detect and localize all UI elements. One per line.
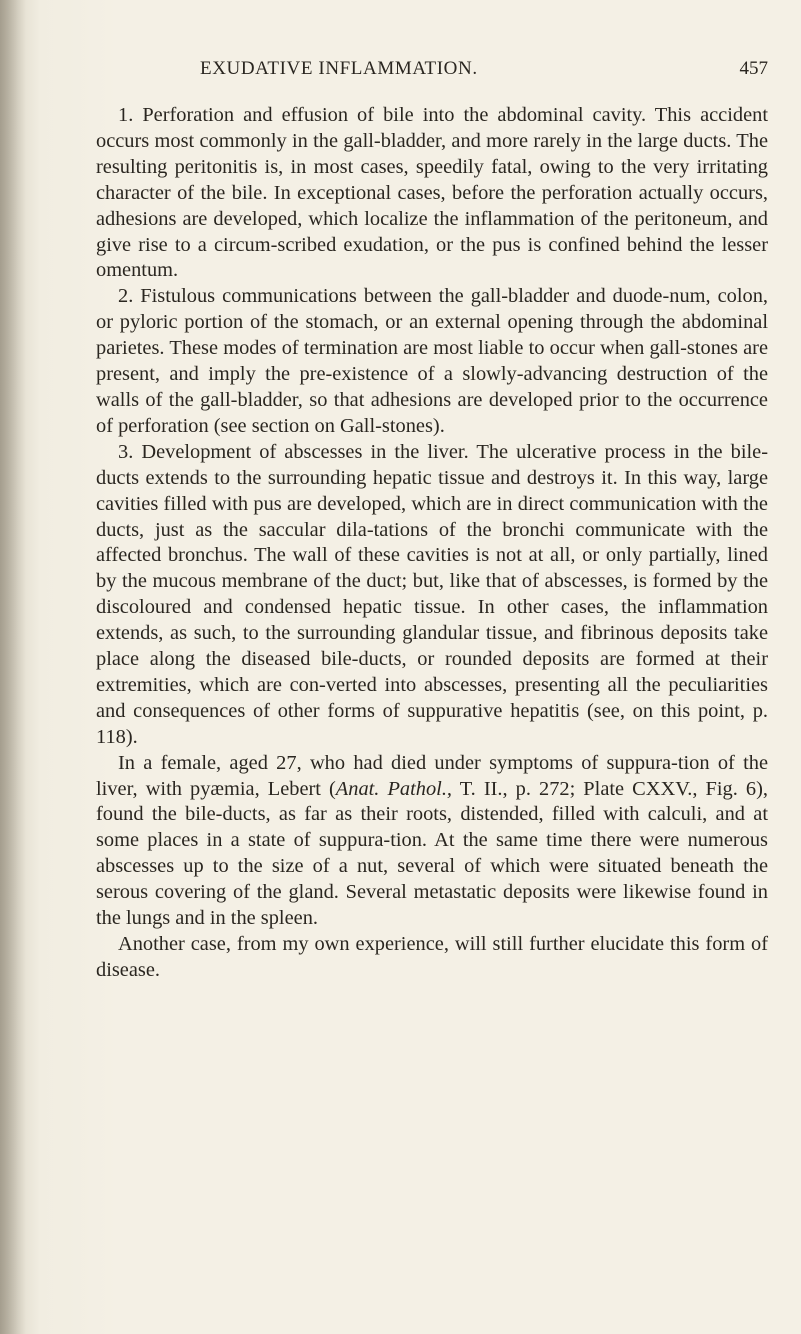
paragraph-perforation: 1. Perforation and effusion of bile into the abdominal cavity. This accident occurs most commonly in the gall-bladder, and more rarely in the large ducts. The resulting peritonitis is, in most cases, speedily fatal, owing to the very irritating character of the bile. In exceptional cases, before the perforation actually occurs, adhesions are developed, which localize the inflammation of the peritoneum, and give rise to a circum-scribed exudation, or the pus is confined behind the lesser omentum. bbox=[96, 104, 768, 282]
case-text-after: T. II., p. 272; Plate CXXV., Fig. 6), found the bile-ducts, as far as their roots, distended, filled with calculi, and at some places in a state of suppura-tion. At the same time there were numerous abscesses up to the size of a nut, several of which were situated beneath the serous covering of the gland. Several metastatic deposits were likewise found in the lungs and in the spleen. bbox=[96, 777, 768, 930]
page-number: 457 bbox=[739, 58, 768, 79]
running-title: EXUDATIVE INFLAMMATION. bbox=[200, 58, 478, 79]
case-text-before: In a female, aged 27, who had died under symptoms of suppura-tion of the liver, with pyæmia, Lebert ( bbox=[96, 751, 768, 800]
paragraph-liver-abscesses: 3. Development of abscesses in the liver. The ulcerative process in the bile-ducts extends to the surrounding hepatic tissue and destroys it. In this way, large cavities filled with pus are developed, which are in direct communication with the ducts, just as the saccular dila-tations of the bronchi communicate with the affected bronchus. The wall of these cavities is not at all, or only partially, lined by the mucous membrane of the duct; but, like that of abscesses, is formed by the discoloured and condensed hepatic tissue. In other cases, the inflammation extends, as such, to the surrounding glandular tissue, and fibrinous deposits take place along the diseased bile-ducts, or rounded deposits are formed at their extremities, which are con-verted into abscesses, presenting all the peculiarities and consequences of other forms of suppurative hepatitis (see, on this point, p. 118). bbox=[96, 440, 768, 748]
paragraph-another-case: Another case, from my own experience, will still further elucidate this form of disease. bbox=[96, 933, 768, 981]
paragraph-fistulous-communications: 2. Fistulous communications between the gall-bladder and duode-num, colon, or pyloric portion of the stomach, or an external opening through the abdominal parietes. These modes of termination are most liable to occur when gall-stones are present, and imply the pre-existence of a slowly-advancing destruction of the walls of the gall-bladder, so that adhesions are developed prior to the occurrence of perforation (see section on Gall-stones). bbox=[96, 285, 768, 437]
body-text bbox=[96, 103, 768, 984]
citation-title: Anat. Pathol., bbox=[335, 777, 453, 800]
binding-shadow bbox=[0, 0, 26, 1334]
paragraph-case-female bbox=[96, 751, 768, 932]
running-header bbox=[96, 58, 768, 84]
